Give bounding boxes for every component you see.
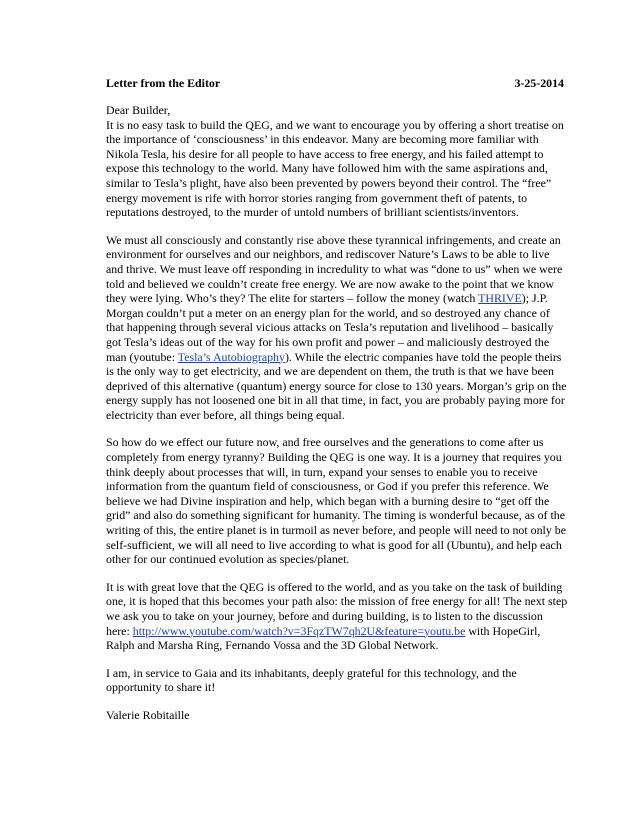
text-run: Ralph and Marsha Ring, Fernando Vossa and the 3D Global Network.	[106, 638, 439, 653]
text-line	[106, 379, 590, 394]
text-run: expose this technology to the world. Many have followed him with the same aspirations and,	[106, 161, 548, 176]
text-line	[106, 306, 590, 321]
text-run: information from the quantum field of consciousness, or God if you prefer this reference. We	[106, 479, 549, 494]
text-line	[106, 538, 590, 553]
text-line	[106, 118, 590, 133]
text-run: and thrive. We must leave off responding in incredulity to what was “done to us” when we were	[106, 261, 563, 276]
text-run: electricity than ever before, all things being equal.	[106, 407, 345, 422]
text-run: believe we had Divine inspiration and help, which began with a burning desire to “get off the	[106, 493, 550, 508]
letter-body	[106, 118, 590, 695]
text-run: deprived of this alternative (quantum) energy source for close to 130 years. Morgan’s grip on the	[106, 378, 567, 393]
text-line	[106, 350, 590, 365]
text-line	[106, 335, 590, 350]
text-line	[106, 465, 590, 480]
text-run: energy supply has not loosened one bit in all that time, in fact, you are probably paying more for	[106, 393, 565, 408]
paragraph	[106, 580, 590, 653]
text-run: got Tesla’s ideas out of the way for his own profit and power – and maliciously destroyed the	[106, 334, 550, 349]
hyperlink[interactable]: THRIVE	[478, 291, 522, 306]
text-run: think deeply about processes that will, in turn, expand your senses to enable you to receive	[106, 464, 538, 479]
paragraph	[106, 435, 590, 566]
text-line	[106, 624, 590, 639]
text-line	[106, 666, 590, 681]
text-line	[106, 191, 590, 206]
text-run: writing of this, the entire planet is in turmoil as never before, and people will need to not only be	[106, 523, 566, 538]
text-run: they were lying. Who’s they? The elite for starters – follow the money (watch	[106, 291, 479, 306]
text-line	[106, 176, 590, 191]
text-run: the importance of ‘consciousness’ in this endeavor. Many are becoming more familiar with	[106, 132, 539, 147]
text-run: It is no easy task to build the QEG, and we want to encourage you by offering a short treatise on	[106, 117, 564, 132]
text-run: is the only way to get electricity, and we are dependent on them, the truth is that we have been	[106, 364, 554, 379]
text-run: environment for ourselves and our neighbors, and rediscover Nature’s Laws to be able to live	[106, 247, 550, 262]
text-line	[106, 147, 590, 162]
text-run: completely from energy tyranny? Building the QEG is one way. It is a journey that requires you	[106, 450, 562, 465]
text-run: self-sufficient, we will all need to live according to what is good for all (Ubuntu), and help each	[106, 537, 562, 552]
letter-header	[106, 76, 590, 91]
hyperlink[interactable]: Tesla’s Autobiography	[177, 349, 285, 364]
text-line	[106, 435, 590, 450]
text-line	[106, 494, 590, 509]
text-line	[106, 393, 590, 408]
text-line	[106, 609, 590, 624]
text-run: here:	[106, 623, 133, 638]
text-line	[106, 247, 590, 262]
paragraph	[106, 233, 590, 423]
paragraph	[106, 118, 590, 220]
text-run: we ask you to take on your journey, before and during building, is to listen to the discussion	[106, 609, 543, 623]
letter-page	[106, 76, 590, 723]
text-line	[106, 364, 590, 379]
text-run: with HopeGirl,	[465, 623, 541, 638]
text-run: ); J.P.	[521, 291, 548, 306]
text-run: man (youtube:	[106, 349, 178, 364]
text-run: that happening through several vicious attacks on Tesla’s reputation and livelihood – basically	[106, 320, 554, 335]
text-line	[106, 132, 590, 147]
text-line	[106, 291, 590, 306]
text-line	[106, 277, 590, 292]
text-run: other for our continued evolution as species/planet.	[106, 552, 350, 567]
text-line	[106, 680, 590, 695]
text-run: So how do we effect our future now, and free ourselves and the generations to come after us	[106, 435, 544, 450]
text-run: We must all consciously and constantly rise above these tyrannical infringements, and create an	[106, 232, 561, 247]
text-line	[106, 479, 590, 494]
text-run: I am, in service to Gaia and its inhabitants, deeply grateful for this technology, and the	[106, 665, 517, 680]
text-line	[106, 638, 590, 653]
signature: Valerie Robitaille	[106, 707, 190, 722]
text-run: Morgan couldn’t put a meter on an energy plan for the world, and so destroyed any chance of	[106, 305, 550, 320]
text-line	[106, 408, 590, 423]
text-line	[106, 205, 590, 220]
text-line	[106, 450, 590, 465]
text-run: Nikola Tesla, his desire for all people to have access to free energy, and his failed attempt to	[106, 146, 544, 161]
text-line	[106, 594, 590, 609]
hyperlink[interactable]: http://www.youtube.com/watch?v=3FqzTW7qh2U&feature=youtu.be	[132, 623, 466, 638]
text-run: reputations destroyed, to the murder of untold numbers of brilliant scientists/inventors.	[106, 205, 519, 220]
text-run: grid” and also do something significant for humanity. The timing is wonderful because, as of the	[106, 508, 566, 523]
text-run: ). While the electric companies have told the people theirs	[284, 349, 562, 364]
text-run: opportunity to share it!	[106, 680, 216, 695]
text-line	[106, 233, 590, 248]
letter-date: 3-25-2014	[514, 76, 564, 90]
text-run: It is with great love that the QEG is offered to the world, and as you take on the task of building	[106, 579, 563, 594]
text-line	[106, 580, 590, 595]
text-run: told and believed we couldn’t create free energy. We are now awake to the point that we know	[106, 276, 554, 291]
greeting: Dear Builder,	[106, 103, 171, 117]
text-line	[106, 508, 590, 523]
text-run: energy movement is rife with horror stories ranging from government theft of patents, to	[106, 190, 528, 205]
text-line	[106, 523, 590, 538]
text-run: similar to Tesla’s plight, have also been prevented by powers beyond their control. The “free”	[106, 175, 552, 190]
text-line	[106, 161, 590, 176]
text-line	[106, 552, 590, 567]
text-run: one, it is hoped that this becomes your path also: the mission of free energy for all! The next step	[106, 594, 568, 609]
paragraph	[106, 666, 590, 695]
letter-title: Letter from the Editor	[106, 76, 221, 90]
text-line	[106, 320, 590, 335]
text-line	[106, 262, 590, 277]
